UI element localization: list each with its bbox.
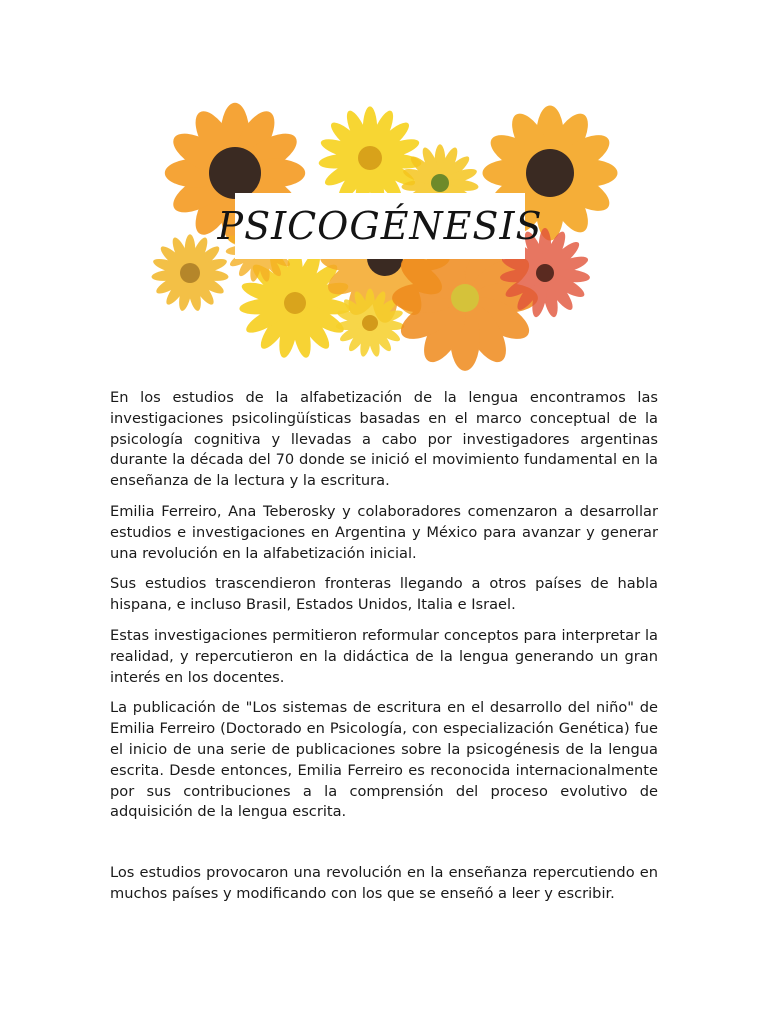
document-body xyxy=(110,388,658,915)
paragraph-3: Sus estudios trascendieron fronteras llegando a otros países de habla hispana, e incluso Brasil, Estados Unidos, Italia e Israel. xyxy=(110,575,658,614)
paragraph-1: En los estudios de la alfabetización de la lengua encontramos las investigaciones psicolingüísticas basadas en el marco conceptual de la psicología cognitiva y llevadas a cabo por investigadores argentinas durante la década del 70 donde se inició el movimiento fundamental en la enseñanza de la lectura y la escritura. xyxy=(110,389,658,490)
paragraph-6: Los estudios provocaron una revolución en la enseñanza repercutiendo en muchos países y modificando con los que se enseñó a leer y escribir. xyxy=(110,864,658,902)
title-plate xyxy=(217,193,543,259)
paragraph-4: Estas investigaciones permitieron reformular conceptos para interpretar la realidad, y repercutieron en la didáctica de la lengua generando un gran interés en los docentes. xyxy=(110,626,658,686)
page-title: PSICOGÉNESIS xyxy=(217,204,543,248)
header-banner xyxy=(110,88,658,378)
paragraph-2: Emilia Ferreiro, Ana Teberosky y colaboradores comenzaron a desarrollar estudios e investigaciones en Argentina y México para avanzar y generar una revolución en la alfabetización inicial. xyxy=(110,502,658,562)
paragraph-5: La publicación de "Los sistemas de escritura en el desarrollo del niño" de Emilia Ferreiro (Doctorado en Psicología, con especialización Genética) fue el inicio de una serie de publicaciones sobre la psicogénesis de la lengua escrita. Desde entonces, Emilia Ferreiro es reconocida internacionalmente por sus contribuciones a la comprensión del proceso evolutivo de adquisición de la lengua escrita. xyxy=(110,699,658,821)
spacer xyxy=(110,833,658,863)
